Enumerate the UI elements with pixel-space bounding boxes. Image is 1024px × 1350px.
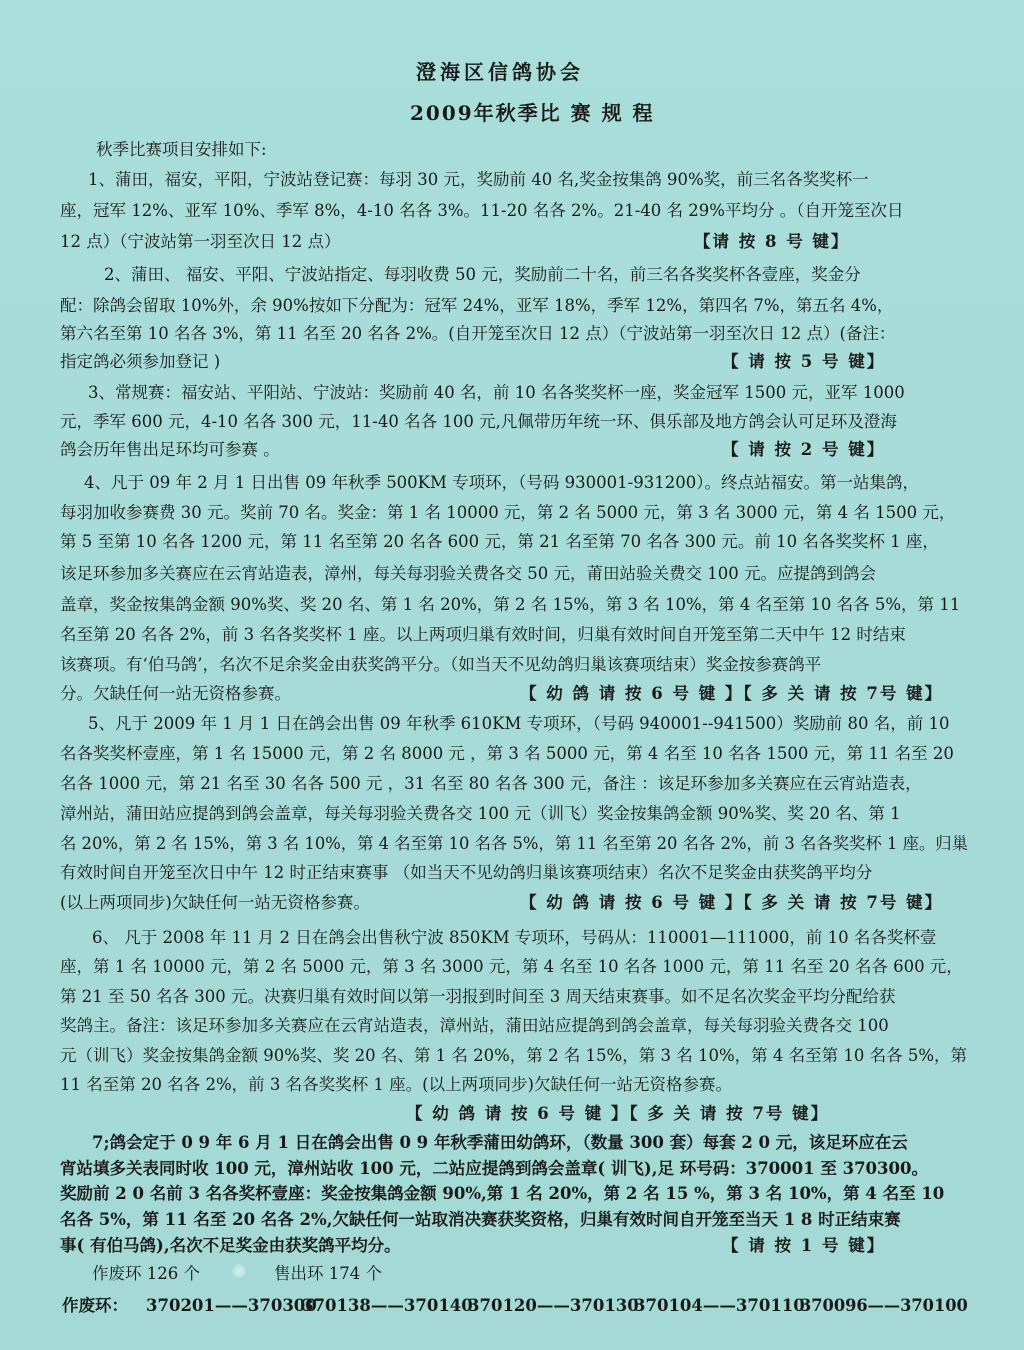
item4-line8: 分。欠缺任何一站无资格参赛。	[60, 684, 291, 703]
item5-line2: 名各奖奖杯壹座，第 1 名 15000 元，第 2 名 8000 元 ，第 3 名 5000 元，第 4 名至 10 名各 1500 元，第 11 名至 20	[60, 744, 954, 763]
item1-line3: 12 点）（宁波站第一羽至次日 12 点）	[60, 232, 341, 251]
void-count: 作废环 126 个	[92, 1264, 200, 1283]
item7-line3: 奖励前 2 0 名前 3 名各奖杯壹座：奖金按集鸽金额 90%,第 1 名 20%，第 2 名 15 %，第 3 名 10%，第 4 名至 10	[60, 1184, 945, 1203]
void-range-5: 370096——370100	[800, 1296, 968, 1315]
intro-text: 秋季比赛项目安排如下:	[96, 140, 267, 159]
item1-key: 【请 按 8 号 键】	[694, 232, 850, 251]
item4-line6: 名至第 20 名各 2%，前 3 名各奖奖杯 1 座。以上两项归巢有效时间，归巢有效时间自开笼至第二天中午 12 时结束	[60, 625, 906, 644]
item3-key: 【 请 按 2 号 键】	[722, 440, 886, 459]
item3-line2: 元，季军 600 元，4-10 名各 300 元，11-40 名各 100 元,凡佩带历年统一环、俱乐部及地方鸽会认可足环及澄海	[60, 412, 897, 431]
org-title: 澄海区信鸽协会	[416, 60, 584, 84]
item4-line5: 盖章，奖金按集鸽金额 90%奖、奖 20 名、第 1 名 20%，第 2 名 15%，第 3 名 10%，第 4 名至第 10 名各 5%，第 11	[60, 595, 961, 614]
item3-line3: 鸽会历年售出足环均可参赛 。	[60, 440, 280, 459]
item5-line5: 名 20%，第 2 名 15%，第 3 名 10%，第 4 名至第 10 名各 5%，第 11 名至第 20 名各 2%，前 3 名各奖奖杯 1 座。归巢	[60, 834, 969, 853]
item5-line3: 名各 1000 元，第 21 名至 30 名各 500 元 ，31 名至 80 名各 300 元，备注 ：该足环参加多关赛应在云宵站造表，	[60, 774, 922, 793]
item6-key: 【 幼 鸽 请 按 6 号 键 】【 多 关 请 按 7号 键】	[406, 1104, 830, 1123]
void-range-4: 370104——370110	[634, 1296, 805, 1315]
item6-line1: 6、 凡于 2008 年 11 月 2 日在鸽会出售秋宁波 850KM 专项环，号码从：110001—111000，前 10 名各奖杯壹	[92, 928, 937, 947]
item5-line7: (以上两项同步)欠缺任何一站无资格参赛。	[60, 893, 370, 912]
item6-line4: 奖鸽主。备注：该足环参加多关赛应在云宵站造表，漳州站，蒲田站应提鸽到鸽会盖章，每关每羽验关费各交 100	[60, 1016, 889, 1035]
item4-line3: 第 5 至第 10 名各 1200 元，第 11 名至第 20 名各 600 元，第 21 名至第 70 名各 300 元。前 10 名各奖奖杯 1 座，	[60, 532, 939, 551]
item2-key: 【 请 按 5 号 键】	[722, 352, 886, 371]
item2-line4: 指定鸽必须参加登记 )	[60, 352, 221, 371]
item5-line4: 漳州站，蒲田站应提鸽到鸽会盖章，每关每羽验关费各交 100 元（训飞）奖金按集鸽金额 90%奖、奖 20 名、第 1	[60, 804, 901, 823]
void-rings-label: 作废环：	[62, 1296, 128, 1315]
item2-line2: 配：除鸽会留取 10%外，余 90%按如下分配为：冠军 24%，亚军 18%，季军 12%，第四名 7%，第五名 4%，	[60, 296, 894, 315]
item2-line3: 第六名至第 10 名各 3%，第 11 名至 20 名各 2%。(自开笼至次日 12 点）（宁波站第一羽至次日 12 点）(备注：	[60, 324, 896, 343]
item7-key: 【 请 按 1 号 键】	[722, 1236, 886, 1255]
item7-line5: 事( 有伯马鸽),名次不足奖金由获奖鸽平均分。	[60, 1236, 401, 1255]
item4-line4: 该足环参加多关赛应在云宵站造表，漳州，每关每羽验关费各交 50 元，莆田站验关费交 100 元。应提鸽到鸽会	[60, 564, 876, 583]
sold-count: 售出环 174 个	[274, 1264, 382, 1283]
item4-line2: 每羽加收参赛费 30 元。奖前 70 名。奖金：第 1 名 10000 元，第 2 名 5000 元，第 3 名 3000 元，第 4 名 1500 元，	[60, 503, 956, 522]
item4-line1: 4、凡于 09 年 2 月 1 日出售 09 年秋季 500KM 专项环，（号码 930001-931200）。终点站福安。第一站集鸽，	[84, 473, 919, 492]
page-title: 2009年秋季比 赛 规 程	[410, 101, 655, 125]
item7-line1: 7;鸽会定于 0 9 年 6 月 1 日在鸽会出售 0 9 年秋季蒲田幼鸽环，（数量 300 套）每套 2 0 元，该足环应在云	[92, 1133, 908, 1152]
item7-line2: 宵站填多关表同时收 100 元，漳州站收 100 元，二站应提鸽到鸽会盖章( 训飞),足 环号码：370001 至 370300。	[60, 1159, 928, 1178]
item4-key: 【 幼 鸽 请 按 6 号 键 】【 多 关 请 按 7号 键】	[520, 684, 944, 703]
item7-line4: 名各 5%，第 11 名至 20 名各 2%,欠缺任何一站取消决赛获奖资格，归巢有效时间自开笼至当天 1 8 时正结束赛	[60, 1210, 901, 1229]
item6-line5: 元（训飞）奖金按集鸽金额 90%奖、奖 20 名、第 1 名 20%，第 2 名 15%，第 3 名 10%，第 4 名至第 10 名各 5%，第	[60, 1046, 968, 1065]
void-range-1: 370201——370300	[146, 1296, 317, 1315]
item3-line1: 3、常规赛：福安站、平阳站、宁波站：奖励前 40 名，前 10 名各奖奖杯一座，奖金冠军 1500 元，亚军 1000	[88, 383, 905, 402]
item6-line6: 11 名至第 20 名各 2%，前 3 名各奖奖杯 1 座。(以上两项同步)欠缺任何一站无资格参赛。	[60, 1075, 732, 1094]
item1-line1: 1、蒲田，福安，平阳，宁波站登记赛：每羽 30 元，奖励前 40 名,奖金按集鸽 90%奖，前三名各奖奖杯一	[88, 170, 869, 189]
item1-line2: 座，冠军 12%、亚军 10%、季军 8%，4-10 名各 3%。11-20 名各 2%。21-40 名 29%平均分 。（自开笼至次日	[60, 201, 904, 220]
item6-line2: 座，第 1 名 10000 元，第 2 名 5000 元，第 3 名 3000 元，第 4 名至 10 名各 1000 元，第 11 名至 20 名各 600 元，	[60, 957, 963, 976]
item2-line1: 2、蒲田、 福安、平阳、宁波站指定、每羽收费 50 元，奖励前二十名，前三名各奖奖杯各壹座，奖金分	[104, 265, 861, 284]
item5-key: 【 幼 鸽 请 按 6 号 键 】【 多 关 请 按 7号 键】	[520, 893, 944, 912]
item5-line6: 有效时间自开笼至次日中午 12 时正结束赛事 （如当天不见幼鸽归巢该赛项结束）名次不足奖金由获奖鸽平均分	[60, 863, 873, 882]
scan-smudge	[232, 1264, 246, 1278]
item4-line7: 该赛项。有‘伯马鸽’，名次不足余奖金由获奖鸽平分。（如当天不见幼鸽归巢该赛项结束）奖金按参赛鸽平	[60, 655, 822, 674]
item6-line3: 第 21 至 50 名各 300 元。决赛归巢有效时间以第一羽报到时间至 3 周天结束赛事。如不足名次奖金平均分配给获	[60, 987, 896, 1006]
item5-line1: 5、凡于 2009 年 1 月 1 日在鸽会出售 09 年秋季 610KM 专项环，（号码 940001--941500）奖励前 80 名，前 10	[88, 714, 950, 733]
void-range-2: 370138——370140	[302, 1296, 473, 1315]
void-range-3: 370120——370130	[468, 1296, 639, 1315]
